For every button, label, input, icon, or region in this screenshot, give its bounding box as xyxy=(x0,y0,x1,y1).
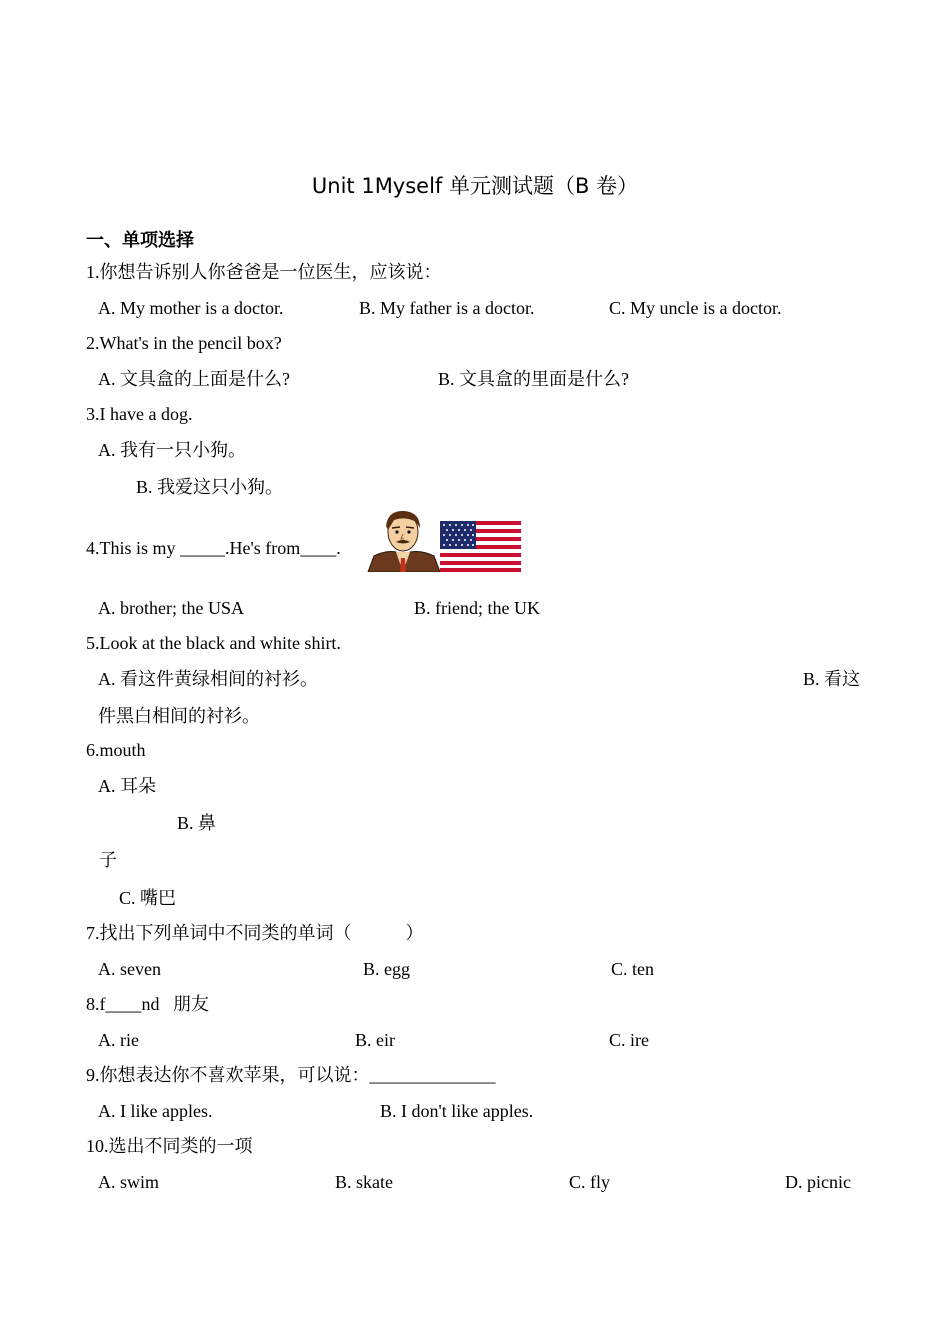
question-1-option-a[interactable]: A. My mother is a doctor. xyxy=(98,298,284,318)
question-10-option-b[interactable]: B. skate xyxy=(335,1172,393,1192)
question-8-stem: 8.f____nd 朋友 xyxy=(86,994,209,1014)
question-2-option-b[interactable]: B. 文具盒的里面是什么? xyxy=(438,369,629,389)
question-6-option-a[interactable]: A. 耳朵 xyxy=(98,776,156,796)
question-9-option-b[interactable]: B. I don't like apples. xyxy=(380,1101,534,1121)
usa-flag-icon xyxy=(440,521,521,572)
question-7-stem: 7.找出下列单词中不同类的单词（ ） xyxy=(86,923,424,943)
question-7-option-a[interactable]: A. seven xyxy=(98,959,161,979)
question-3-stem: 3.I have a dog. xyxy=(86,404,193,424)
question-7-option-c[interactable]: C. ten xyxy=(611,959,654,979)
question-5-option-b-continued[interactable]: 件黑白相间的衬衫。 xyxy=(98,706,260,726)
question-9-option-a[interactable]: A. I like apples. xyxy=(98,1101,213,1121)
question-10-option-a[interactable]: A. swim xyxy=(98,1172,160,1192)
question-6-option-c[interactable]: C. 嘴巴 xyxy=(119,888,177,908)
section-heading: 一、单项选择 xyxy=(86,230,194,251)
question-2-option-a[interactable]: A. 文具盒的上面是什么? xyxy=(98,369,290,389)
question-8-option-b[interactable]: B. eir xyxy=(355,1030,395,1050)
question-8-option-a[interactable]: A. rie xyxy=(98,1030,139,1050)
question-4-stem: 4.This is my _____.He's from____. xyxy=(86,538,341,558)
question-6-stem: 6.mouth xyxy=(86,740,146,760)
question-1-stem: 1.你想告诉别人你爸爸是一位医生，应该说： xyxy=(86,262,442,282)
question-3-option-a[interactable]: A. 我有一只小狗。 xyxy=(98,440,246,460)
question-5-stem: 5.Look at the black and white shirt. xyxy=(86,633,341,653)
question-5-option-b[interactable]: B. 看这 xyxy=(803,669,861,689)
man-portrait-icon xyxy=(366,508,440,572)
question-7-option-b[interactable]: B. egg xyxy=(363,959,410,979)
page-title: Unit 1Myself 单元测试题（B 卷） xyxy=(311,174,639,198)
question-1-option-b[interactable]: B. My father is a doctor. xyxy=(359,298,535,318)
question-2-stem: 2.What's in the pencil box? xyxy=(86,333,282,353)
question-5-option-a[interactable]: A. 看这件黄绿相间的衬衫。 xyxy=(98,669,318,689)
question-6-option-b[interactable]: B. 鼻 xyxy=(177,813,217,833)
question-4-option-a[interactable]: A. brother; the USA xyxy=(98,598,244,618)
question-8-option-c[interactable]: C. ire xyxy=(609,1030,649,1050)
question-10-option-c[interactable]: C. fly xyxy=(569,1172,611,1192)
question-9-stem: 9.你想表达你不喜欢苹果，可以说：______________ xyxy=(86,1065,496,1085)
question-10-stem: 10.选出不同类的一项 xyxy=(86,1136,253,1156)
question-6-option-b-continued[interactable]: 子 xyxy=(99,850,117,870)
question-3-option-b[interactable]: B. 我爱这只小狗。 xyxy=(136,477,284,497)
question-4-option-b[interactable]: B. friend; the UK xyxy=(414,598,540,618)
question-1-option-c[interactable]: C. My uncle is a doctor. xyxy=(609,298,782,318)
question-10-option-d[interactable]: D. picnic xyxy=(785,1172,851,1192)
